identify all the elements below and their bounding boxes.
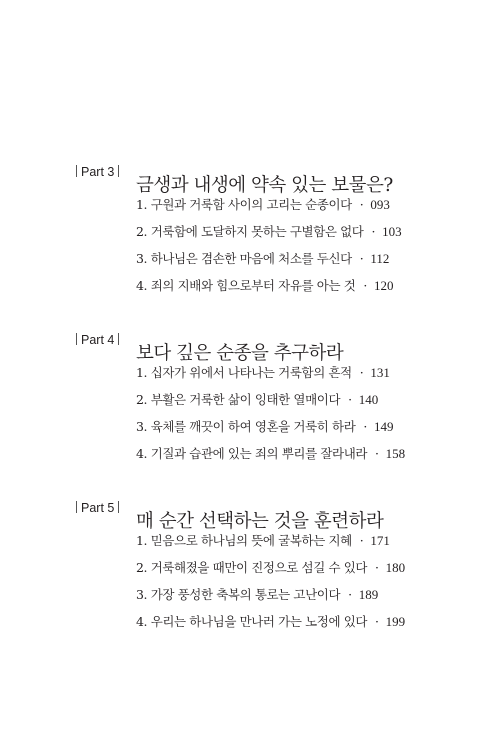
toc-entry	[136, 222, 402, 249]
part-label	[76, 330, 119, 350]
toc-entry	[136, 444, 405, 471]
part-label	[76, 162, 119, 182]
toc-list	[136, 195, 402, 303]
separator-dot: ·	[363, 419, 367, 434]
toc-entry	[136, 531, 405, 558]
separator-dot: ·	[371, 224, 376, 239]
separator-dot: ·	[348, 392, 352, 407]
toc-entry	[136, 585, 405, 612]
entry-title: 1. 십자가 위에서 나타나는 거룩함의 흔적	[136, 365, 352, 380]
page-number: 131	[370, 365, 390, 380]
entry-title: 4. 기질과 습관에 있는 죄의 뿌리를 잘라내라	[136, 446, 368, 461]
entry-title: 1. 구원과 거룩함 사이의 고리는 순종이다	[136, 197, 352, 212]
part-label-text: Part 4	[81, 333, 115, 347]
entry-title: 1. 믿음으로 하나님의 뜻에 굴복하는 지혜	[136, 533, 352, 548]
entry-title: 3. 하나님은 겸손한 마음에 처소를 두신다	[136, 251, 352, 266]
toc-list	[136, 531, 405, 639]
page-number: 112	[370, 251, 390, 266]
toc-entry	[136, 249, 402, 276]
separator-dot: ·	[363, 278, 367, 293]
toc-entry	[136, 558, 405, 585]
entry-title: 4. 우리는 하나님을 만나러 가는 노정에 있다	[136, 614, 368, 629]
page-number: 171	[370, 533, 390, 548]
separator-dot: ·	[359, 251, 364, 266]
page-number: 199	[385, 614, 406, 629]
page-number: 189	[358, 587, 379, 602]
page-number: 158	[385, 446, 406, 461]
entry-title: 3. 가장 풍성한 축복의 통로는 고난이다	[136, 587, 341, 602]
toc-entry	[136, 390, 405, 417]
page-number: 120	[373, 278, 394, 293]
entry-title: 3. 육체를 깨끗이 하여 영혼을 거룩히 하라	[136, 419, 356, 434]
divider	[118, 165, 119, 177]
part-title: 매 순간 선택하는 것을 훈련하라	[136, 511, 384, 533]
page-number: 093	[370, 197, 390, 212]
separator-dot: ·	[359, 365, 364, 380]
part-title: 보다 깊은 순종을 추구하라	[136, 343, 344, 365]
entry-title: 2. 거룩함에 도달하지 못하는 구별함은 없다	[136, 224, 364, 239]
entry-title: 2. 부활은 거룩한 삶이 잉태한 열매이다	[136, 392, 341, 407]
toc-entry	[136, 195, 402, 222]
part-label-text: Part 3	[81, 165, 115, 179]
toc-list	[136, 363, 405, 471]
entry-title: 4. 죄의 지배와 힘으로부터 자유를 아는 것	[136, 278, 356, 293]
divider	[76, 333, 77, 345]
part-label-text: Part 5	[81, 501, 115, 515]
toc-entry	[136, 363, 405, 390]
separator-dot: ·	[375, 614, 379, 629]
part-label	[76, 498, 119, 518]
separator-dot: ·	[359, 197, 364, 212]
divider	[118, 501, 119, 513]
page-number: 149	[373, 419, 394, 434]
toc-entry	[136, 612, 405, 639]
separator-dot: ·	[375, 560, 379, 575]
divider	[76, 165, 77, 177]
divider	[118, 333, 119, 345]
part-title: 금생과 내생에 약속 있는 보물은?	[136, 175, 393, 197]
page-number: 140	[358, 392, 379, 407]
toc-entry	[136, 417, 405, 444]
page-number: 103	[382, 224, 402, 239]
separator-dot: ·	[359, 533, 364, 548]
page-number: 180	[385, 560, 406, 575]
entry-title: 2. 거룩해졌을 때만이 진정으로 섬길 수 있다	[136, 560, 368, 575]
divider	[76, 501, 77, 513]
separator-dot: ·	[375, 446, 379, 461]
separator-dot: ·	[348, 587, 352, 602]
toc-entry	[136, 276, 402, 303]
